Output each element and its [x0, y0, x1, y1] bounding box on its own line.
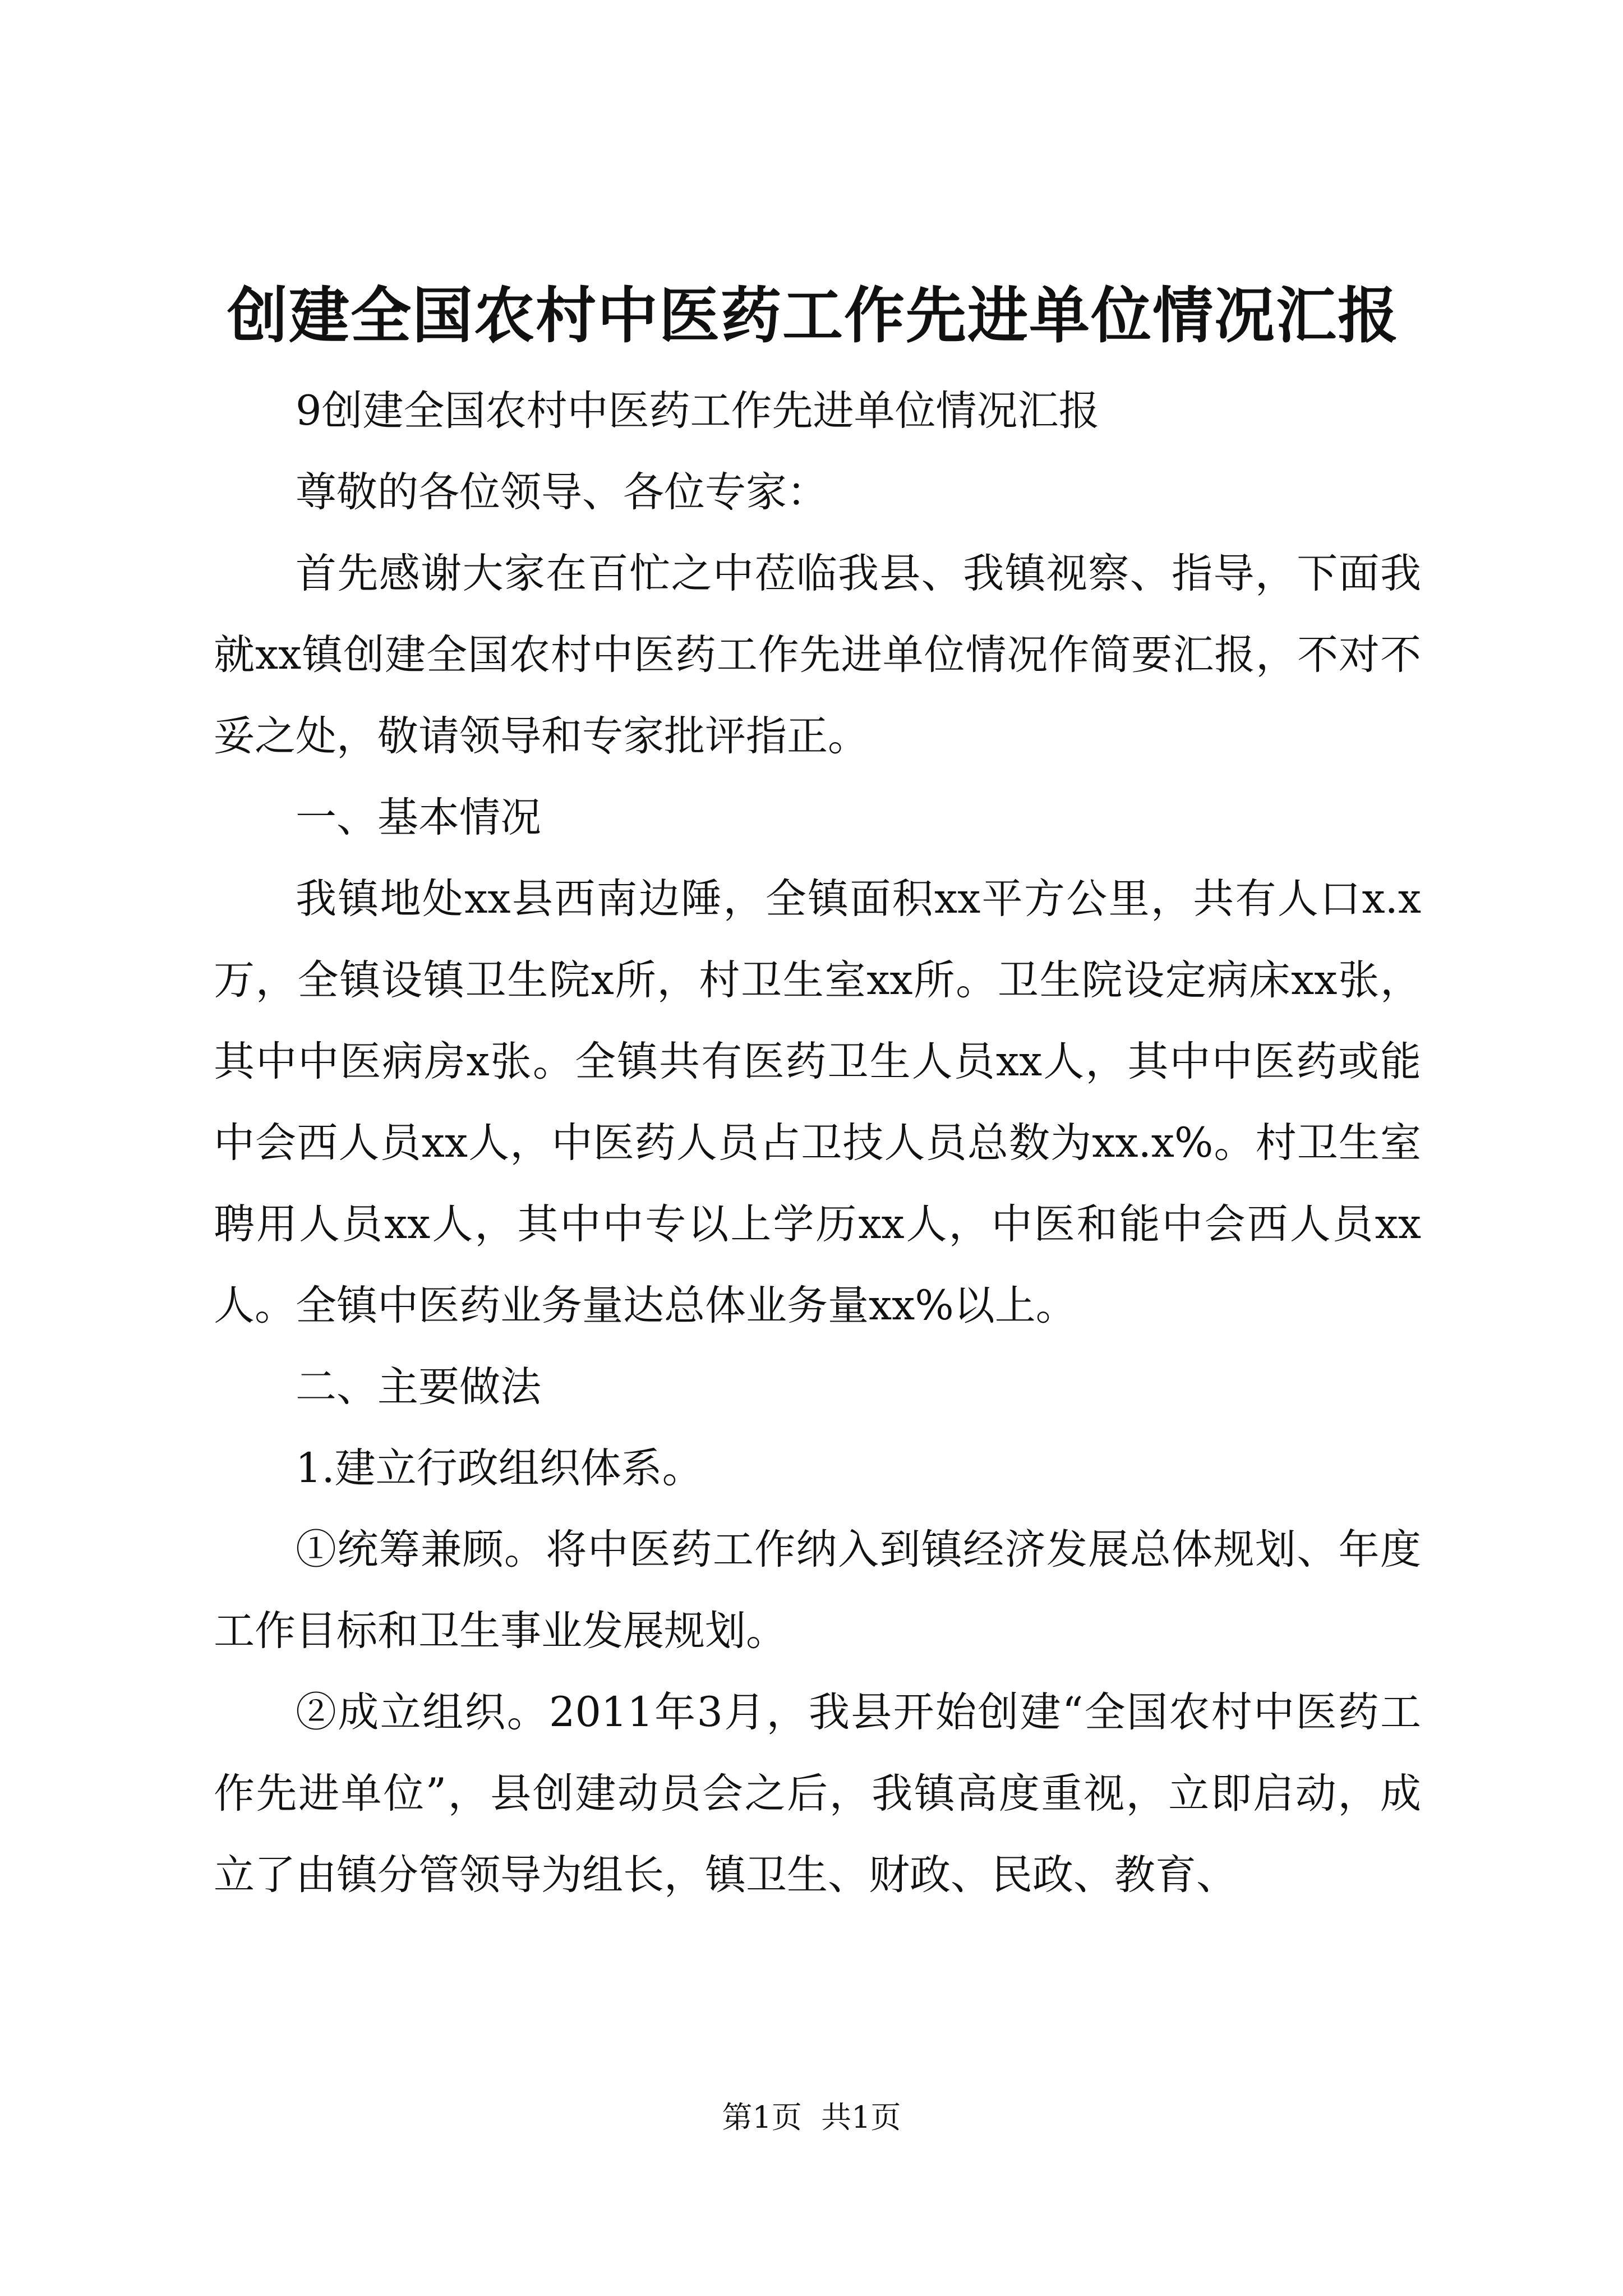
- document-body: [214, 370, 1421, 1916]
- paragraph-basic-info: 我镇地处xx县西南边陲，全镇面积xx平方公里，共有人口x.x万，全镇设镇卫生院x所，村卫生室xx所。卫生院设定病床xx张，其中中医病房x张。全镇共有医药卫生人员xx人，其中中医药或能中会西人员xx人，中医药人员占卫技人员总数为xx.x%。村卫生室聘用人员xx人，其中中专以上学历xx人，中医和能中会西人员xx人。全镇中医药业务量达总体业务量xx%以上。: [214, 875, 1421, 1329]
- paragraph-item-2: ②成立组织。2011年3月，我县开始创建“全国农村中医药工作先进单位”，县创建动员会之后，我镇高度重视，立即启动，成立了由镇分管领导为组长，镇卫生、财政、民政、教育、: [214, 1688, 1421, 1899]
- paragraph-item-1: ①统筹兼顾。将中医药工作纳入到镇经济发展总体规划、年度工作目标和卫生事业发展规划。: [214, 1526, 1421, 1655]
- section-heading-basic: 一、基本情况: [296, 794, 541, 841]
- document-title: 创建全国农村中医药工作先进单位情况汇报: [227, 280, 1399, 351]
- paragraph-subtitle: 9创建全国农村中医药工作先进单位情况汇报: [296, 387, 1100, 435]
- section-heading-methods: 二、主要做法: [296, 1363, 541, 1411]
- paragraph-salutation: 尊敬的各位领导、各位专家：: [296, 468, 828, 516]
- page-footer: [0, 2098, 1623, 2137]
- page-number: 第1页 共1页: [722, 2100, 901, 2135]
- subheading-admin-system: 1.建立行政组织体系。: [296, 1444, 703, 1492]
- paragraph-intro: 首先感谢大家在百忙之中莅临我县、我镇视察、指导，下面我就xx镇创建全国农村中医药工作先进单位情况作简要汇报，不对不妥之处，敬请领导和专家批评指正。: [214, 550, 1421, 760]
